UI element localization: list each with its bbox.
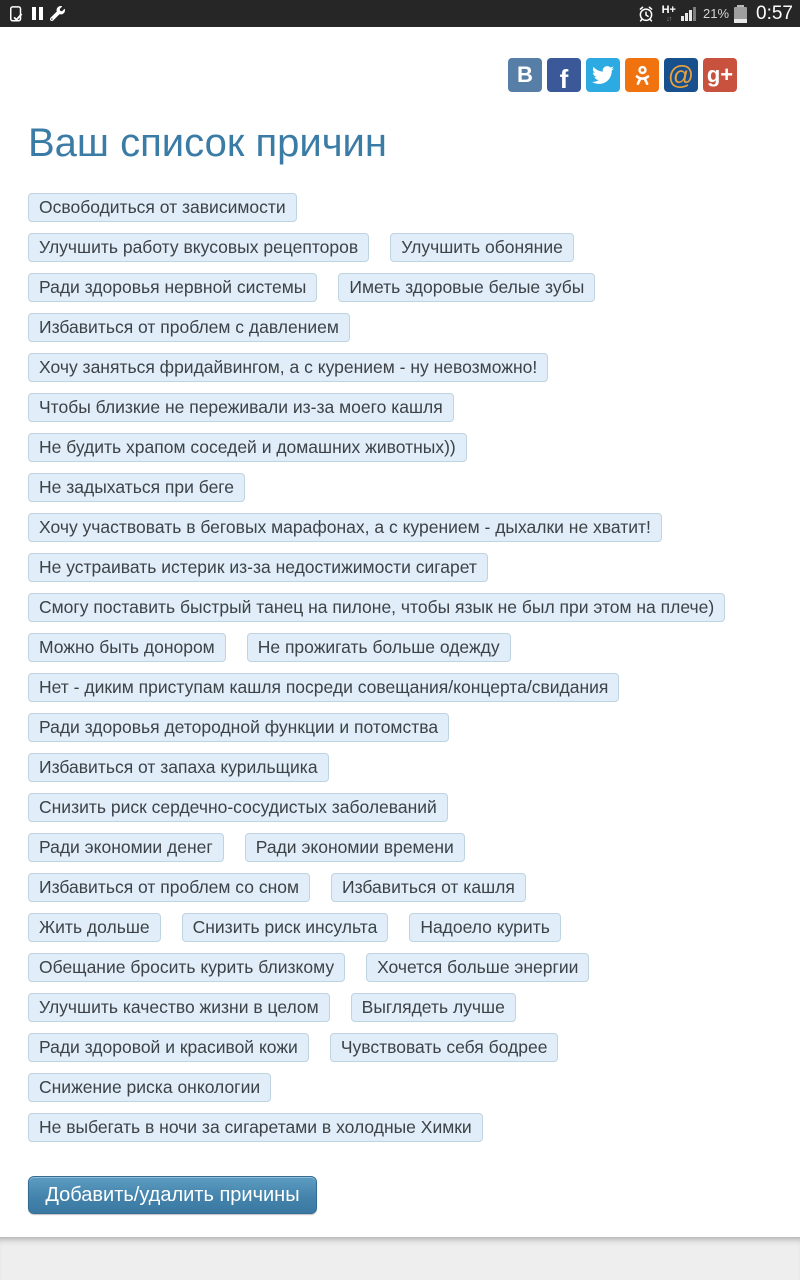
reason-tag[interactable]: Не задыхаться при беге <box>28 473 245 502</box>
reason-tag[interactable]: Надоело курить <box>409 913 561 942</box>
reason-row <box>28 713 772 742</box>
page-title: Ваш список причин <box>28 121 387 165</box>
reason-tag[interactable]: Освободиться от зависимости <box>28 193 297 222</box>
reason-tag[interactable]: Улучшить качество жизни в целом <box>28 993 330 1022</box>
reason-tag[interactable]: Снизить риск инсульта <box>182 913 389 942</box>
reason-row <box>28 233 772 262</box>
reason-row <box>28 513 772 542</box>
reason-row <box>28 953 772 982</box>
reason-tag[interactable]: Не устраивать истерик из-за недостижимости сигарет <box>28 553 488 582</box>
battery-percent: 21% <box>702 6 730 21</box>
reason-tag[interactable]: Избавиться от запаха курильщика <box>28 753 329 782</box>
reason-row <box>28 473 772 502</box>
reason-row <box>28 433 772 462</box>
reason-tag[interactable]: Ради экономии времени <box>245 833 465 862</box>
reason-tag[interactable]: Ради экономии денег <box>28 833 224 862</box>
reason-tag[interactable]: Не будить храпом соседей и домашних животных)) <box>28 433 467 462</box>
reason-tag[interactable]: Избавиться от проблем со сном <box>28 873 310 902</box>
page-content <box>0 27 800 1237</box>
pause-icon <box>32 7 43 20</box>
reason-tag[interactable]: Ради здоровой и красивой кожи <box>28 1033 309 1062</box>
reason-row <box>28 913 772 942</box>
reason-tag[interactable]: Ради здоровья детородной функции и потомства <box>28 713 449 742</box>
screen-check-icon <box>7 5 25 23</box>
reasons-list <box>28 193 772 1142</box>
reason-row <box>28 393 772 422</box>
reason-tag[interactable]: Жить дольше <box>28 913 161 942</box>
reason-row <box>28 593 772 622</box>
reason-row <box>28 553 772 582</box>
facebook-share-button[interactable]: f <box>547 58 581 92</box>
reason-row <box>28 1113 772 1142</box>
reason-tag[interactable]: Хочу заняться фридайвингом, а с курением - ну невозможно! <box>28 353 548 382</box>
reason-tag[interactable]: Хочу участвовать в беговых марафонах, а с курением - дыхалки не хватит! <box>28 513 662 542</box>
reason-tag[interactable]: Ради здоровья нервной системы <box>28 273 317 302</box>
reason-tag[interactable]: Нет - диким приступам кашля посреди совещания/концерта/свидания <box>28 673 619 702</box>
reason-row <box>28 1033 772 1062</box>
reason-tag[interactable]: Выглядеть лучше <box>351 993 516 1022</box>
reason-tag[interactable]: Избавиться от проблем с давлением <box>28 313 350 342</box>
reason-row <box>28 673 772 702</box>
google-plus-share-button[interactable]: g+ <box>703 58 737 92</box>
status-bar-right <box>637 3 793 25</box>
clock-time: 0:57 <box>756 2 793 24</box>
add-remove-reasons-button[interactable]: Добавить/удалить причины <box>28 1176 317 1214</box>
social-buttons <box>28 58 737 92</box>
reason-tag[interactable]: Смогу поставить быстрый танец на пилоне, чтобы язык не был при этом на плече) <box>28 593 725 622</box>
reason-tag[interactable]: Не выбегать в ночи за сигаретами в холодные Химки <box>28 1113 483 1142</box>
odnoklassniki-share-button[interactable] <box>625 58 659 92</box>
reason-row <box>28 993 772 1022</box>
reason-tag[interactable]: Избавиться от кашля <box>331 873 526 902</box>
reason-tag[interactable]: Чтобы близкие не переживали из-за моего кашля <box>28 393 454 422</box>
reason-row <box>28 793 772 822</box>
vk-share-button[interactable]: В <box>508 58 542 92</box>
reason-row <box>28 353 772 382</box>
reason-tag[interactable]: Снижение риска онкологии <box>28 1073 271 1102</box>
reason-tag[interactable]: Улучшить работу вкусовых рецепторов <box>28 233 369 262</box>
mail-ru-share-button[interactable]: @ <box>664 58 698 92</box>
reason-row <box>28 313 772 342</box>
wrench-icon <box>50 6 65 21</box>
signal-strength-icon <box>681 6 696 21</box>
bottom-inset <box>0 1237 800 1280</box>
reason-tag[interactable]: Можно быть донором <box>28 633 226 662</box>
status-bar-left <box>7 5 65 23</box>
reason-tag[interactable]: Чувствовать себя бодрее <box>330 1033 559 1062</box>
reason-row <box>28 633 772 662</box>
reason-tag[interactable]: Улучшить обоняние <box>390 233 574 262</box>
status-bar <box>0 0 800 27</box>
reason-row <box>28 833 772 862</box>
reason-row <box>28 273 772 302</box>
reason-row <box>28 873 772 902</box>
network-mode-indicator: H+ ↓↑ <box>661 3 676 23</box>
battery-icon <box>734 5 747 23</box>
reason-tag[interactable]: Хочется больше энергии <box>366 953 589 982</box>
reason-tag[interactable]: Обещание бросить курить близкому <box>28 953 345 982</box>
twitter-share-button[interactable] <box>586 58 620 92</box>
reason-tag[interactable]: Иметь здоровые белые зубы <box>338 273 595 302</box>
alarm-icon <box>637 5 655 23</box>
reason-tag[interactable]: Не прожигать больше одежду <box>247 633 511 662</box>
reason-row <box>28 753 772 782</box>
reason-tag[interactable]: Снизить риск сердечно-сосудистых заболеваний <box>28 793 448 822</box>
reason-row <box>28 193 772 222</box>
reason-row <box>28 1073 772 1102</box>
